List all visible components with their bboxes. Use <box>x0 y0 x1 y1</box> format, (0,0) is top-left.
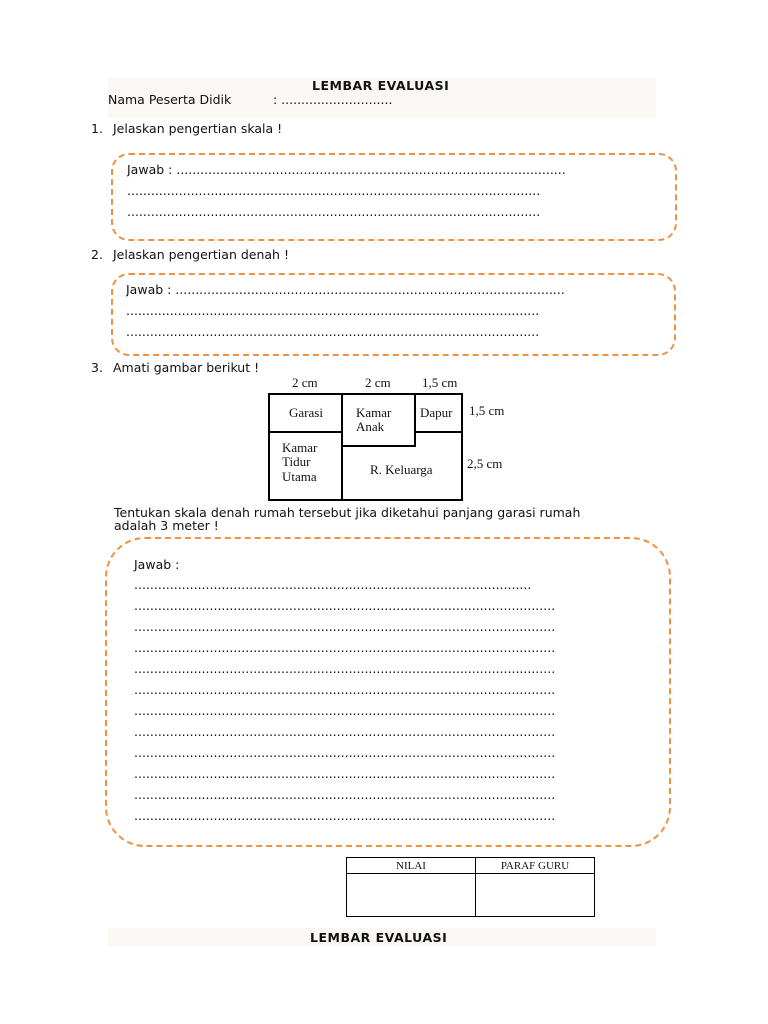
answer-3-first-line[interactable]: .................................................................................................... <box>134 577 532 592</box>
grade-header-paraf: PARAF GURU <box>476 858 595 874</box>
answer-1-label: Jawab : .................................................................................................. <box>127 162 566 177</box>
name-field[interactable]: : ............................ <box>273 92 393 107</box>
room-label-kamar-anak-1: Kamar <box>356 405 392 420</box>
floor-plan-diagram <box>260 374 520 504</box>
dim-top-3: 1,5 cm <box>422 375 458 390</box>
dim-right-2: 2,5 cm <box>467 456 503 471</box>
question-2-text: Jelaskan pengertian denah ! <box>113 247 289 262</box>
dim-top-2: 2 cm <box>365 375 391 390</box>
question-3-text: Amati gambar berikut ! <box>113 360 260 375</box>
room-label-dapur: Dapur <box>420 405 453 420</box>
dim-right-1: 1,5 cm <box>469 403 505 418</box>
answer-3-line[interactable]: .......................................................................................................... <box>134 724 556 739</box>
answer-3-line[interactable]: .......................................................................................................... <box>134 808 556 823</box>
name-label: Nama Peserta Didik <box>108 92 232 107</box>
answer-3-line[interactable]: .......................................................................................................... <box>134 598 556 613</box>
answer-3-line[interactable]: .......................................................................................................... <box>134 703 556 718</box>
question-1-number: 1. <box>91 121 103 136</box>
answer-3-label: Jawab : <box>134 557 180 572</box>
question-1-text: Jelaskan pengertian skala ! <box>113 121 283 136</box>
grade-cell-paraf[interactable] <box>476 874 595 917</box>
answer-3-line[interactable]: .......................................................................................................... <box>134 787 556 802</box>
answer-3-line[interactable]: .......................................................................................................... <box>134 766 556 781</box>
grade-table <box>346 857 595 917</box>
question-3-number: 3. <box>91 360 103 375</box>
answer-2-line[interactable]: ........................................................................................................ <box>126 303 540 318</box>
question-3-task-line-2: adalah 3 meter ! <box>114 518 219 533</box>
grade-cell-nilai[interactable] <box>347 874 476 917</box>
answer-3-line[interactable]: .......................................................................................................... <box>134 661 556 676</box>
answer-1-line[interactable]: ........................................................................................................ <box>127 204 541 219</box>
dim-top-1: 2 cm <box>292 375 318 390</box>
answer-1-line[interactable]: ........................................................................................................ <box>127 183 541 198</box>
answer-2-label: Jawab : .................................................................................................. <box>126 282 565 297</box>
answer-3-line[interactable]: .......................................................................................................... <box>134 682 556 697</box>
room-label-garasi: Garasi <box>289 405 323 420</box>
room-label-kamar-tidur-3: Utama <box>282 469 317 484</box>
page-title: LEMBAR EVALUASI <box>312 78 450 93</box>
answer-2-line[interactable]: ........................................................................................................ <box>126 324 540 339</box>
answer-3-line[interactable]: .......................................................................................................... <box>134 745 556 760</box>
room-label-keluarga: R. Keluarga <box>370 462 433 477</box>
question-2-number: 2. <box>91 247 103 262</box>
room-label-kamar-tidur-1: Kamar <box>282 440 318 455</box>
room-label-kamar-tidur-2: Tidur <box>282 454 311 469</box>
room-label-kamar-anak-2: Anak <box>356 419 385 434</box>
answer-3-line[interactable]: .......................................................................................................... <box>134 640 556 655</box>
footer-title: LEMBAR EVALUASI <box>310 930 448 945</box>
question-3-task-line-1: Tentukan skala denah rumah tersebut jika diketahui panjang garasi rumah <box>114 505 581 520</box>
answer-3-line[interactable]: .......................................................................................................... <box>134 619 556 634</box>
grade-header-nilai: NILAI <box>347 858 476 874</box>
